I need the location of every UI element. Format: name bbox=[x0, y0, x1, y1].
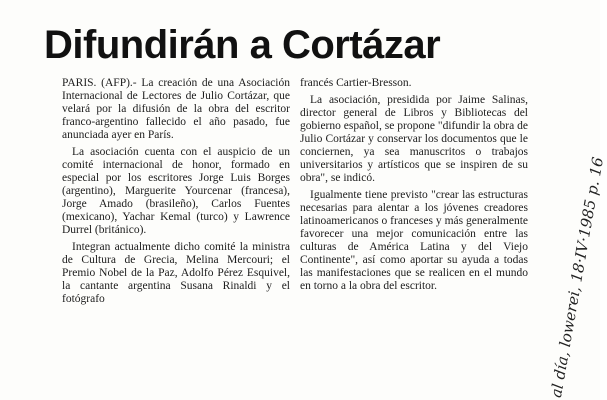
headline: Difundirán a Cortázar bbox=[44, 23, 441, 67]
paragraph: Integran actualmente dicho comité la ministra de Cultura de Grecia, Melina Mercouri; el Premio Nobel de la Paz, Adolfo Pérez Esquivel, la cantante argentina Susana Rinaldi y el fotógrafo bbox=[62, 241, 290, 305]
article-column-right bbox=[300, 77, 528, 297]
paragraph: francés Cartier-Bresson. bbox=[300, 77, 412, 89]
handwritten-source-note: al día, lowerei, 18·IV·1985 p. 16 bbox=[547, 155, 607, 399]
paragraph: PARIS. (AFP).- La creación de una Asociación Internacional de Lectores de Julio Cortázar, que velará por la difusión de la obra del escritor franco-argentino fallecido el año pasado, fue anunciada ayer en París. bbox=[62, 77, 290, 141]
paragraph: La asociación cuenta con el auspicio de un comité internacional de honor, formado en especial por los escritores Jorge Luis Borges (argentino), Marguerite Yourcenar (francesa), Jorge Amado (brasileño), Carlos Fuentes (mexicano), Yachar Kemal (turco) y Lawrence Durrel (británico). bbox=[62, 146, 290, 236]
paragraph: Igualmente tiene previsto "crear las estructuras necesarias para alentar a los jóvenes creadores latinoamericanos o franceses y más generalmente favorecer una mejor comunicación entre las culturas de América Latina y del Viejo Continente", así como aportar su ayuda a todas las manifestaciones que se realicen en el mundo en torno a la obra del escritor. bbox=[300, 189, 528, 292]
article-column-left bbox=[62, 77, 290, 310]
paragraph: La asociación, presidida por Jaime Salinas, director general de Libros y Bibliotecas del gobierno español, se propone "difundir la obra de Julio Cortázar y conservar los documentos que le conciernen, ya sea manuscritos o trabajos universitarios y artísticos que se inspiren de su obra", se indicó. bbox=[300, 94, 528, 184]
